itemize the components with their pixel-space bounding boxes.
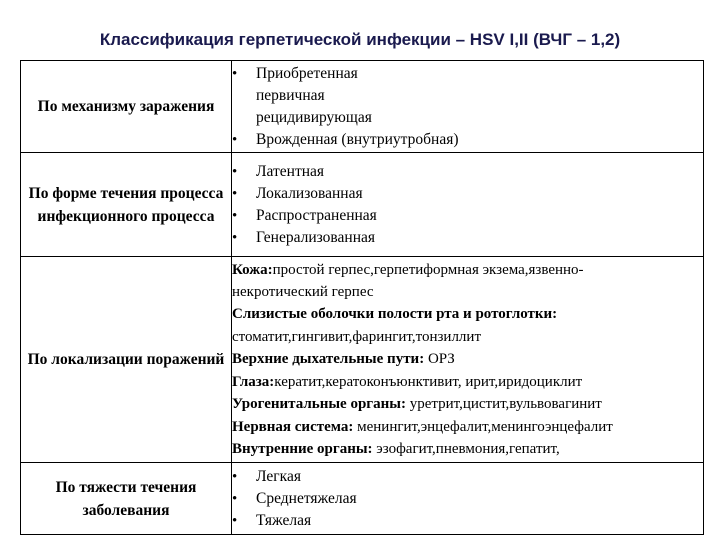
row-content-localization	[232, 257, 704, 463]
list-item: • Приобретенная	[232, 63, 703, 85]
list-item: • Среднетяжелая	[232, 488, 703, 510]
localization-line: Слизистые оболочки полости рта и ротоглотки:	[232, 306, 558, 323]
localization-line: Кожа:простой герпес,герпетиформная экзема,язвенно-	[232, 261, 584, 278]
localization-line: Глаза:кератит,кератоконъюнктивит, ирит,иридоциклит	[232, 373, 583, 390]
localization-line: некротический герпес	[232, 284, 374, 301]
page-title: Классификация герпетической инфекции – HSV I,II (ВЧГ – 1,2)	[99, 30, 621, 49]
classification-table	[20, 60, 704, 535]
row-label-mechanism: По механизму заражения	[21, 61, 232, 153]
row-content-mechanism	[232, 61, 704, 153]
localization-line: Внутренние органы: эзофагит,пневмония,гепатит,	[232, 440, 560, 457]
list-item: • Генерализованная	[232, 227, 703, 249]
localization-line: Нервная система: менингит,энцефалит,менингоэнцефалит	[232, 418, 613, 435]
localization-line: Верхние дыхательные пути: ОРЗ	[232, 351, 455, 368]
localization-line: стоматит,гингивит,фарингит,тонзиллит	[232, 328, 482, 345]
table-row	[21, 463, 704, 535]
localization-line: Урогенитальные органы: уретрит,цистит,вульвовагинит	[232, 396, 602, 413]
list-item: • Врожденная (внутриутробная)	[232, 129, 703, 151]
row-content-form	[232, 153, 704, 257]
list-item: рецидивирующая	[256, 108, 372, 126]
row-label-form: По форме течения процесса инфекционного процесса	[21, 153, 232, 257]
list-item: первичная	[256, 86, 325, 104]
table-row	[21, 61, 704, 153]
list-item: • Локализованная	[232, 183, 703, 205]
list-item: • Латентная	[232, 161, 703, 183]
table-row	[21, 257, 704, 463]
list-item: • Тяжелая	[232, 510, 703, 532]
list-item: • Легкая	[232, 466, 703, 488]
row-content-severity	[232, 463, 704, 535]
table-row	[21, 153, 704, 257]
list-item: • Распространенная	[232, 205, 703, 227]
row-label-severity: По тяжести течения заболевания	[21, 463, 232, 535]
row-label-localization: По локализации поражений	[21, 257, 232, 463]
